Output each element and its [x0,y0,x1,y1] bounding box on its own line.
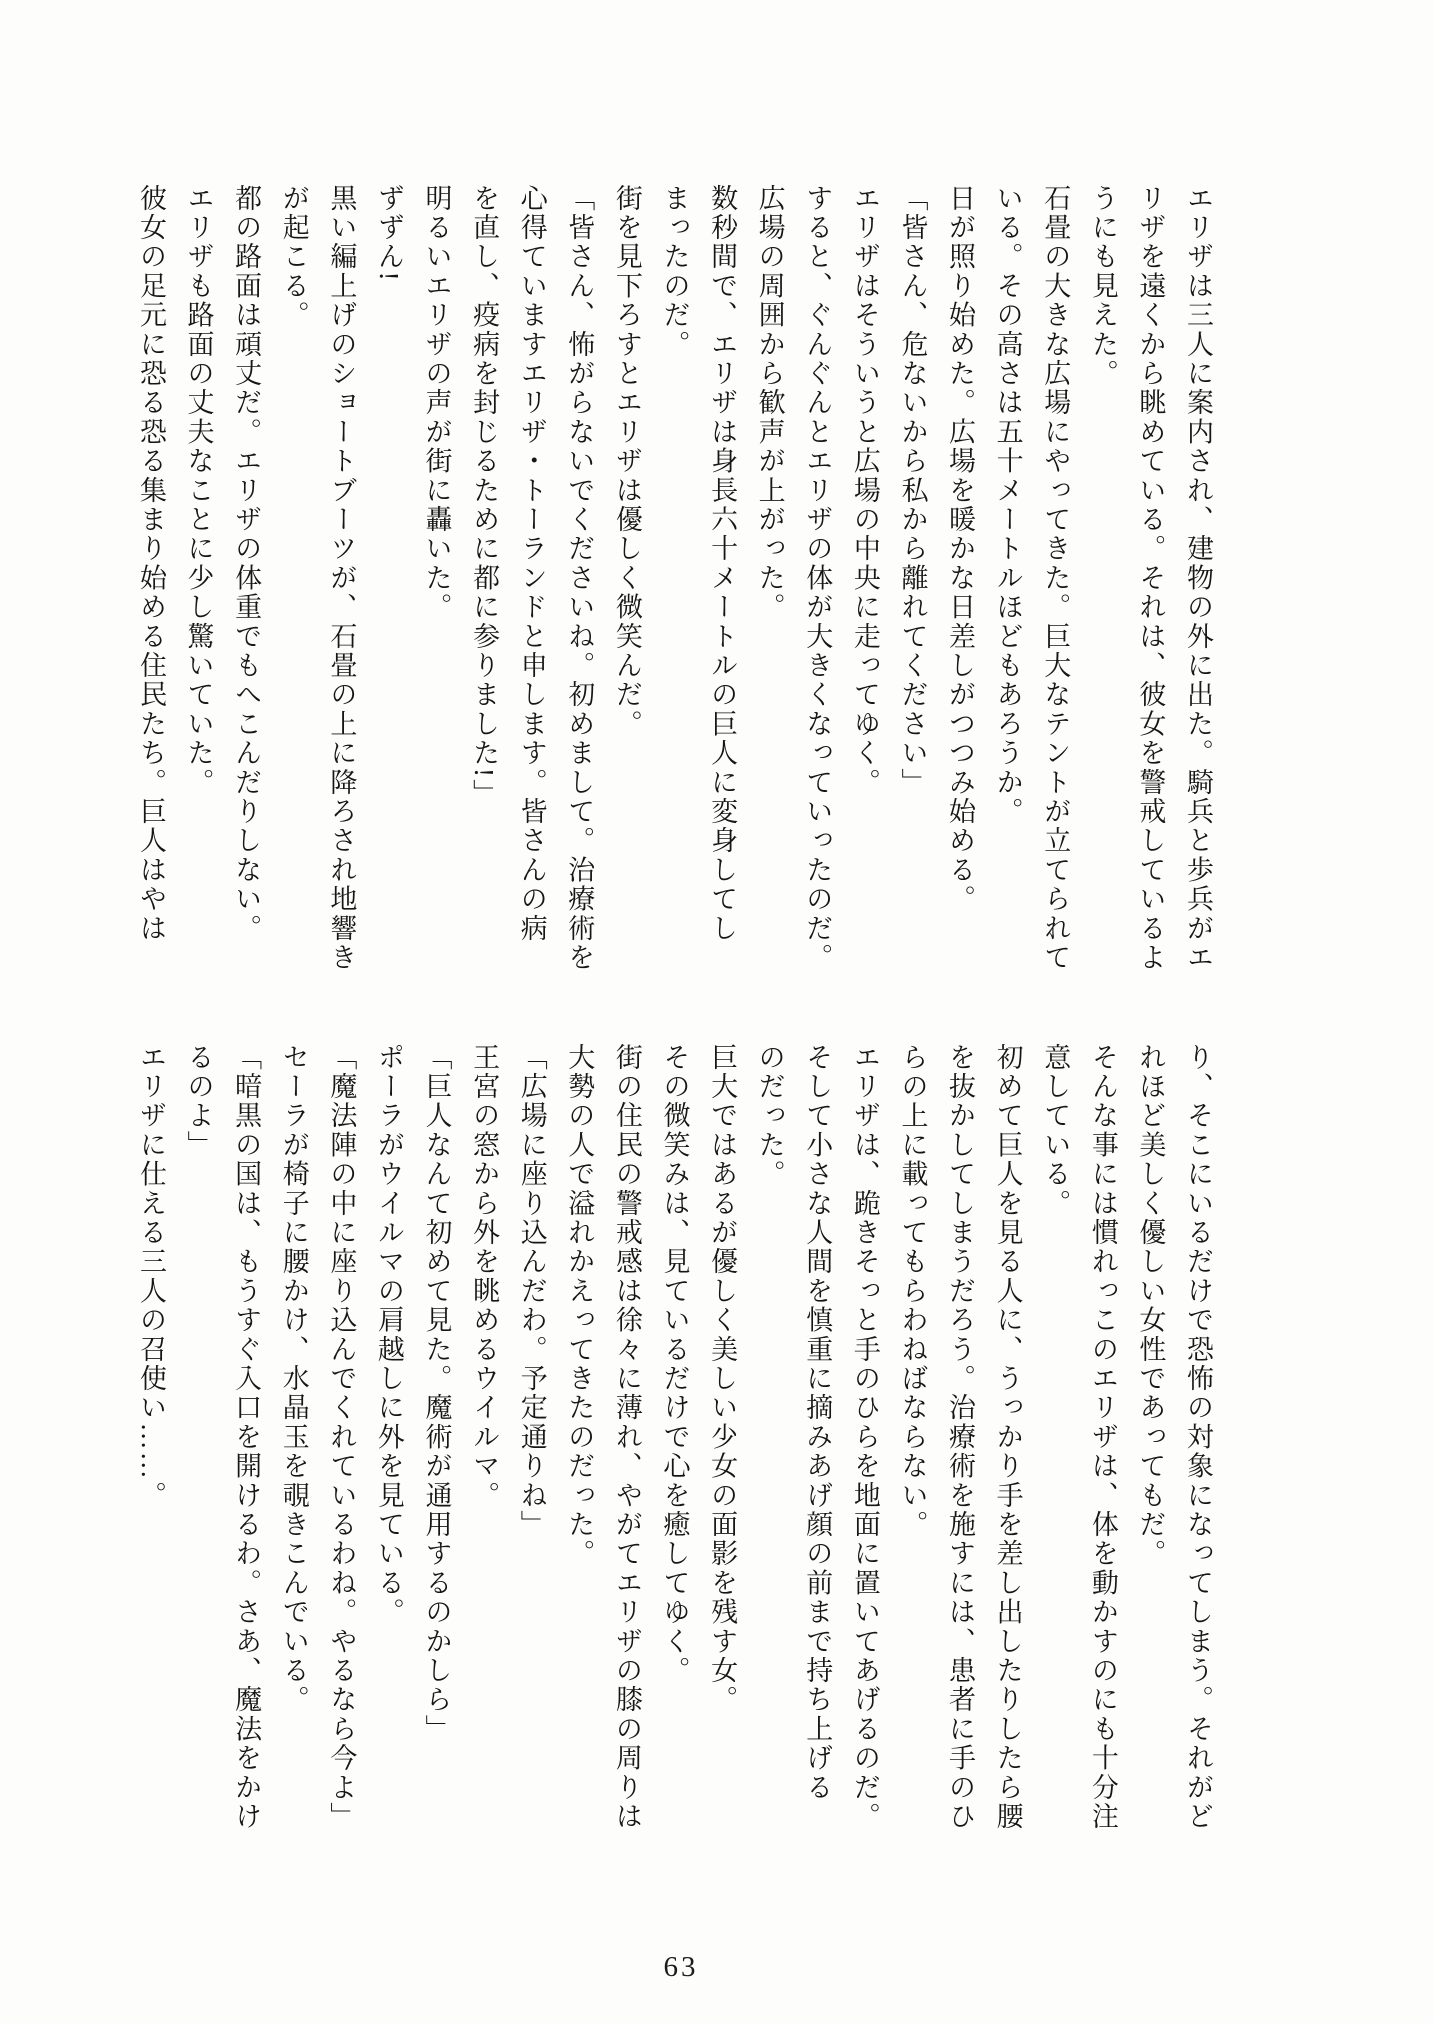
text-line: 巨大ではあるが優しく美しい少女の面影を残す女。 [707,1043,738,1715]
text-line: 王宮の窓から外を眺めるウイルマ。 [469,1043,500,1511]
text-line: 「魔法陣の中に座り込んでくれているわね。やるなら今よ」 [326,1043,357,1832]
text-line: エリザは、跪きそっと手のひらを地面に置いてあげるのだ。 [849,1043,880,1832]
text-line: のだった。 [754,1043,785,1189]
text-line: 「暗黒の国は、もうすぐ入口を開けるわ。さあ、魔法をかけ [231,1043,262,1832]
text-line: 「広場に座り込んだわ。予定通りね」 [516,1043,547,1540]
text-line: エリザに仕える三人の召使い……。 [135,1043,166,1511]
text-line: いる。その高さは五十メートルほどもあろうか。 [992,184,1023,827]
text-line: エリザは三人に案内され、建物の外に出た。騎兵と歩兵がエ [1183,184,1213,973]
text-line: 「巨人なんて初めて見た。魔術が通用するのかしら」 [421,1043,452,1744]
text-line: 彼女の足元に恐る恐る集まり始める住民たち。巨人はやは [135,184,166,944]
text-line: ずずん! [373,184,404,283]
text-line: その微笑みは、見ているだけで心を癒してゆく。 [659,1043,690,1686]
text-line: 初めて巨人を見る人に、うっかり手を差し出したりしたら腰 [992,1043,1023,1832]
text-line: 街を見下ろすとエリザは優しく微笑んだ。 [611,184,642,739]
text-line: 意している。 [1040,1043,1071,1219]
text-line: そして小さな人間を慎重に摘みあげ顔の前まで持ち上げる [802,1043,833,1803]
text-line: そんな事には慣れっこのエリザは、体を動かすのにも十分注 [1087,1043,1118,1832]
text-line: を直し、疫病を封じるために都に参りました!」 [469,184,500,809]
text-line: 明るいエリザの声が街に轟いた。 [421,184,452,622]
text-line: 大勢の人で溢れかえってきたのだった。 [564,1043,595,1569]
text-line: が起こる。 [278,184,309,330]
text-line: り、そこにいるだけで恐怖の対象になってしまう。それがど [1183,1043,1213,1832]
text-line: 「皆さん、危ないから私から離れてください」 [897,184,928,798]
text-line: 日が照り始めた。広場を暖かな日差しがつつみ始める。 [945,184,976,914]
text-line: らの上に載ってもらわねばならない。 [897,1043,928,1540]
text-line: うにも見えた。 [1087,184,1118,389]
text-line: 黒い編上げのショートブーツが、石畳の上に降ろされ地響き [326,184,357,973]
text-line: 数秒間で、エリザは身長六十メートルの巨人に変身してし [707,184,738,944]
text-line: セーラが椅子に腰かけ、水晶玉を覗きこんでいる。 [278,1043,309,1715]
text-line: 石畳の大きな広場にやってきた。巨大なテントが立てられて [1040,184,1071,973]
text-line: リザを遠くから眺めている。それは、彼女を警戒しているよ [1135,184,1166,973]
lower-text-block [126,1043,1221,1858]
text-line: るのよ」 [183,1043,214,1160]
text-line: 心得ていますエリザ・トーランドと申します。皆さんの病 [516,184,547,944]
text-line: すると、ぐんぐんとエリザの体が大きくなっていったのだ。 [802,184,833,973]
text-line: エリザも路面の丈夫なことに少し驚いていた。 [183,184,214,798]
text-line: 広場の周囲から歓声が上がった。 [754,184,785,622]
page-number: 63 [663,1951,699,1983]
text-line: まったのだ。 [659,184,690,360]
text-line: ポーラがウイルマの肩越しに外を見ている。 [373,1043,404,1627]
text-line: 都の路面は頑丈だ。エリザの体重でもへこんだりしない。 [231,184,262,944]
text-line: 街の住民の警戒感は徐々に薄れ、やがてエリザの膝の周りは [611,1043,642,1832]
text-line: 「皆さん、怖がらないでくださいね。初めまして。治療術を [564,184,595,973]
text-line: エリザはそういうと広場の中央に走ってゆく。 [849,184,880,798]
text-line: を抜かしてしまうだろう。治療術を施すには、患者に手のひ [945,1043,976,1832]
upper-text-block [126,184,1221,984]
text-line: れほど美しく優しい女性であってもだ。 [1135,1043,1166,1569]
